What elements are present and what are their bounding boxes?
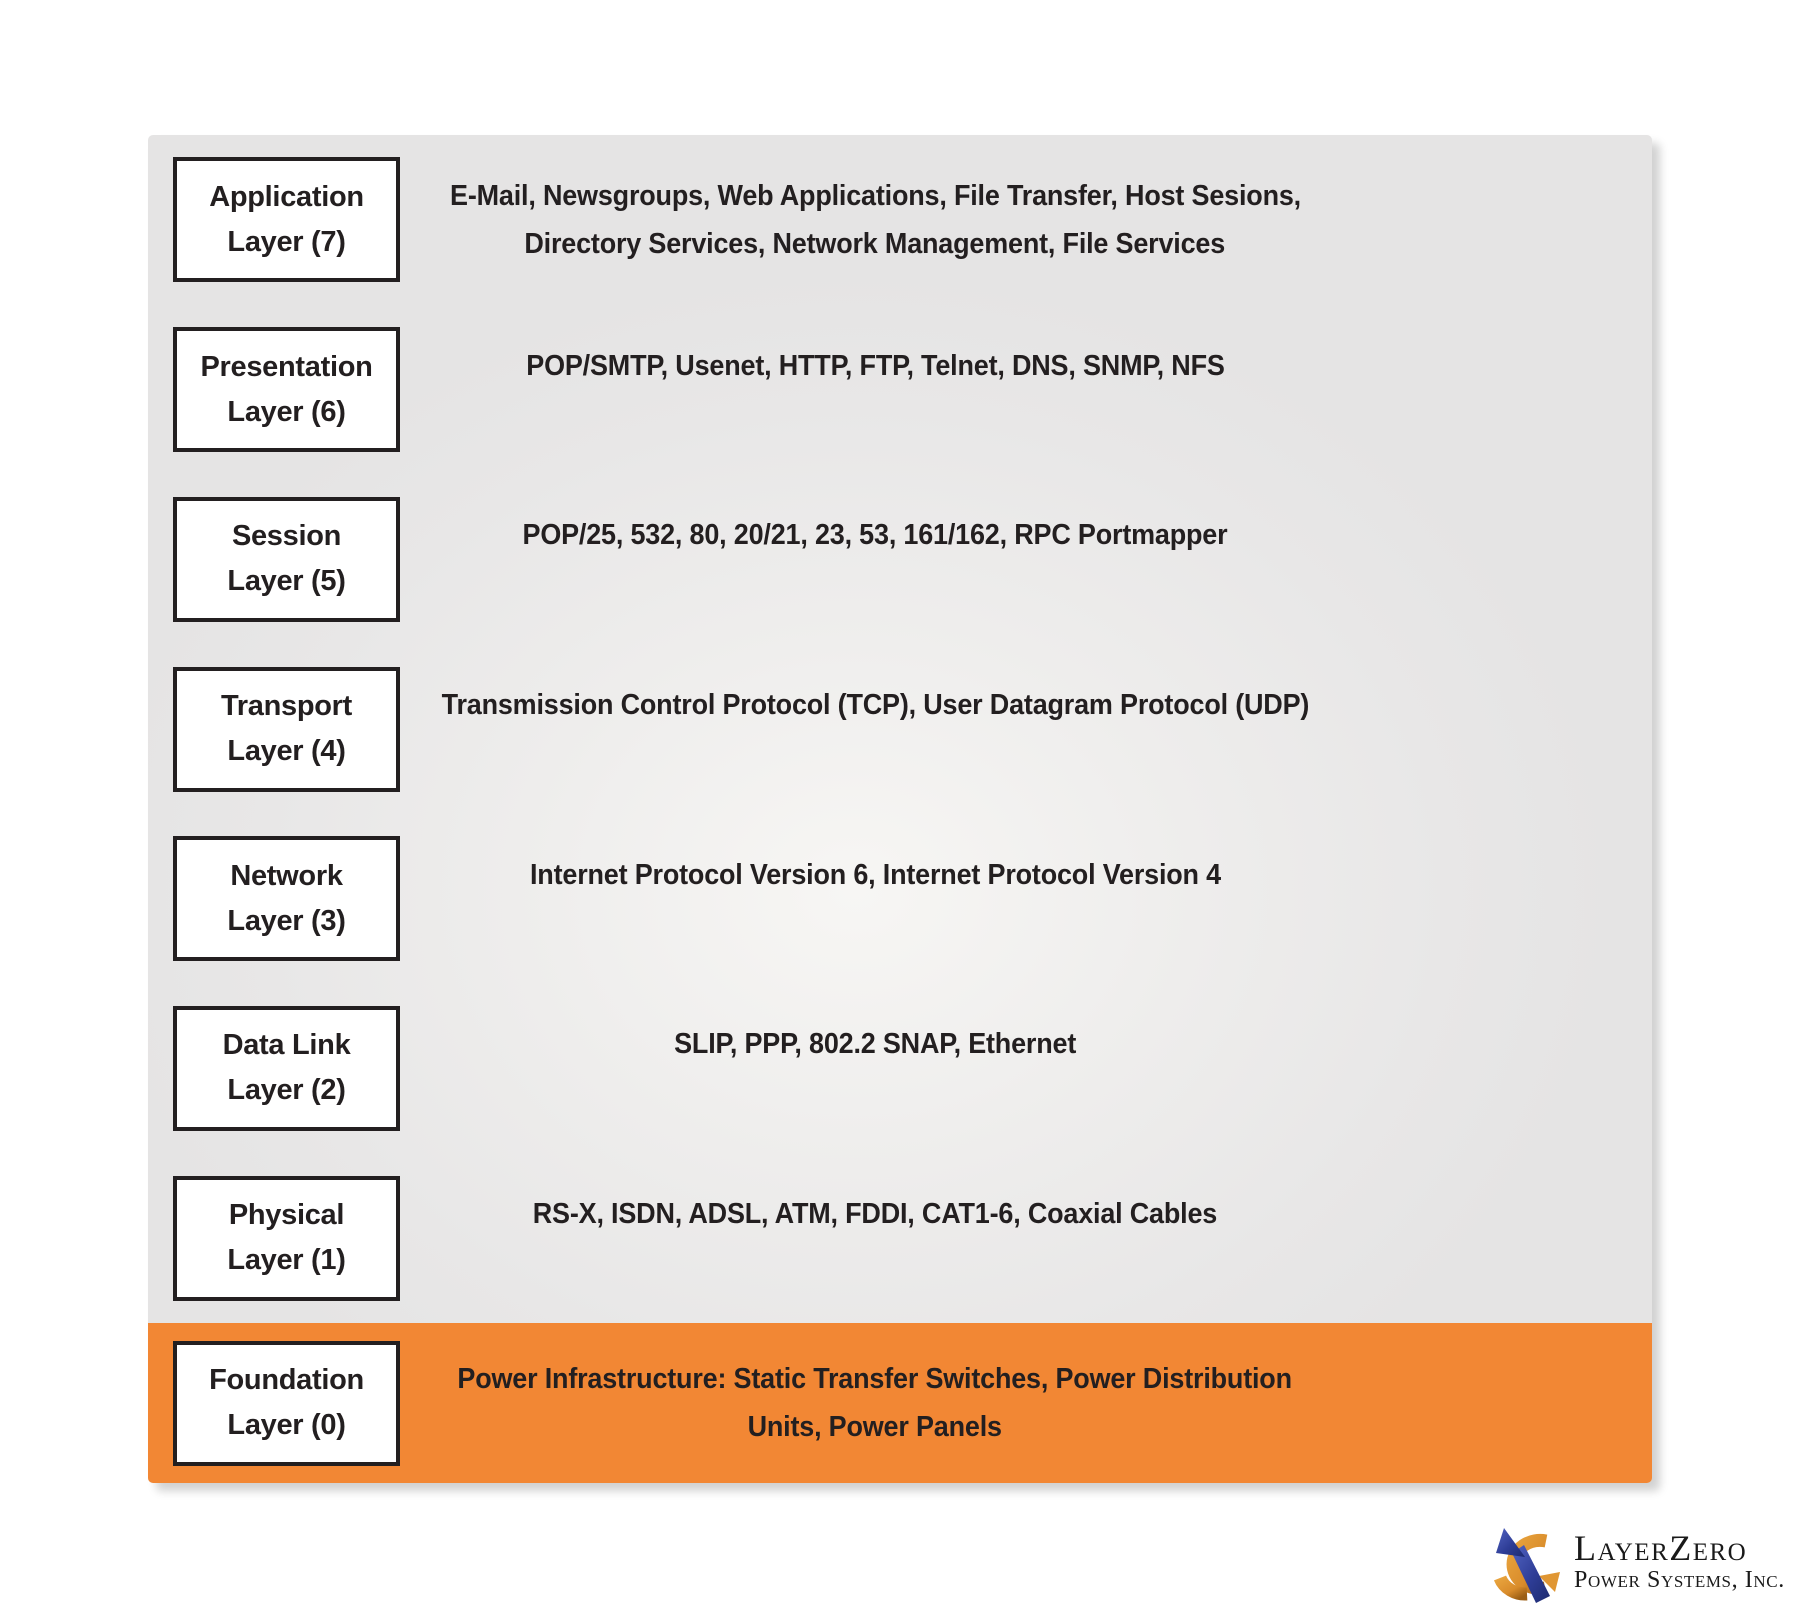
layer-protocols-text: [400, 851, 1350, 947]
layer-name: Transport: [220, 690, 353, 723]
layer-protocols-text: [400, 1190, 1350, 1286]
layer-label-box: [173, 1341, 400, 1466]
protocols-line: SLIP, PPP, 802.2 SNAP, Ethernet: [674, 1028, 1076, 1061]
layer-name: Data Link: [222, 1029, 351, 1062]
layer-row-presentation: [148, 305, 1652, 475]
layer-protocols-text: [400, 172, 1350, 268]
layer-row-transport: [148, 644, 1652, 814]
layer-label-box: [173, 836, 400, 961]
layer-name: Foundation: [209, 1364, 364, 1396]
layer-row-physical: [148, 1153, 1652, 1323]
protocols-line: Transmission Control Protocol (TCP), User Datagram Protocol (UDP): [441, 689, 1309, 722]
protocols-line: POP/25, 532, 80, 20/21, 23, 53, 161/162, RPC Portmapper: [522, 519, 1228, 552]
layerzero-orbit-arrow-icon: [1489, 1526, 1565, 1608]
layer-number: Layer (0): [227, 1409, 346, 1441]
layer-label-box: [173, 1006, 400, 1131]
layer-label-box: [173, 667, 400, 792]
layer-number: Layer (3): [227, 904, 346, 937]
layer-number: Layer (6): [227, 395, 346, 428]
layer-rows: [148, 135, 1652, 1323]
protocols-line: Directory Services, Network Management, File Services: [524, 227, 1226, 260]
layer-number: Layer (5): [227, 565, 346, 598]
layer-name: Application: [209, 180, 364, 213]
logo-subtitle-text: Power Systems, Inc.: [1574, 1567, 1785, 1593]
layer-label-box: [173, 1176, 400, 1301]
logo-text: [1574, 1530, 1785, 1593]
protocols-line: Internet Protocol Version 6, Internet Protocol Version 4: [529, 858, 1221, 891]
layer-label-box: [173, 497, 400, 622]
layer-protocols-text: [400, 511, 1350, 607]
protocols-line: Power Infrastructure: Static Transfer Switches, Power Distribution: [457, 1363, 1293, 1395]
layerzero-logo: [1489, 1526, 1785, 1608]
layer-protocols-text: [400, 681, 1350, 777]
layer-protocols-text: [400, 1020, 1350, 1116]
layer-name: Session: [231, 520, 342, 553]
layer-protocols-text: [400, 342, 1350, 438]
layer-row-network: [148, 814, 1652, 984]
layer-number: Layer (4): [227, 735, 346, 768]
layer-row-foundation: [148, 1323, 1652, 1483]
layer-row-data-link: [148, 984, 1652, 1154]
osi-layers-panel: [148, 135, 1652, 1483]
layer-number: Layer (2): [227, 1074, 346, 1107]
protocols-line: RS-X, ISDN, ADSL, ATM, FDDI, CAT1-6, Coaxial Cables: [532, 1198, 1218, 1231]
layer-row-session: [148, 474, 1652, 644]
layer-name: Physical: [228, 1199, 345, 1232]
protocols-line: E-Mail, Newsgroups, Web Applications, File Transfer, Host Sesions,: [449, 179, 1301, 212]
layer-protocols-text: [400, 1355, 1350, 1451]
layer-number: Layer (1): [227, 1244, 346, 1277]
layer-label-box: [173, 157, 400, 282]
protocols-line: Units, Power Panels: [747, 1411, 1003, 1443]
protocols-line: POP/SMTP, Usenet, HTTP, FTP, Telnet, DNS, SNMP, NFS: [525, 349, 1225, 382]
layer-number: Layer (7): [227, 225, 346, 258]
layer-label-box: [173, 327, 400, 452]
layer-name: Network: [230, 859, 343, 892]
layer-name: Presentation: [200, 350, 373, 383]
logo-brand-text: LayerZero: [1574, 1528, 1748, 1568]
layer-row-application: [148, 135, 1652, 305]
